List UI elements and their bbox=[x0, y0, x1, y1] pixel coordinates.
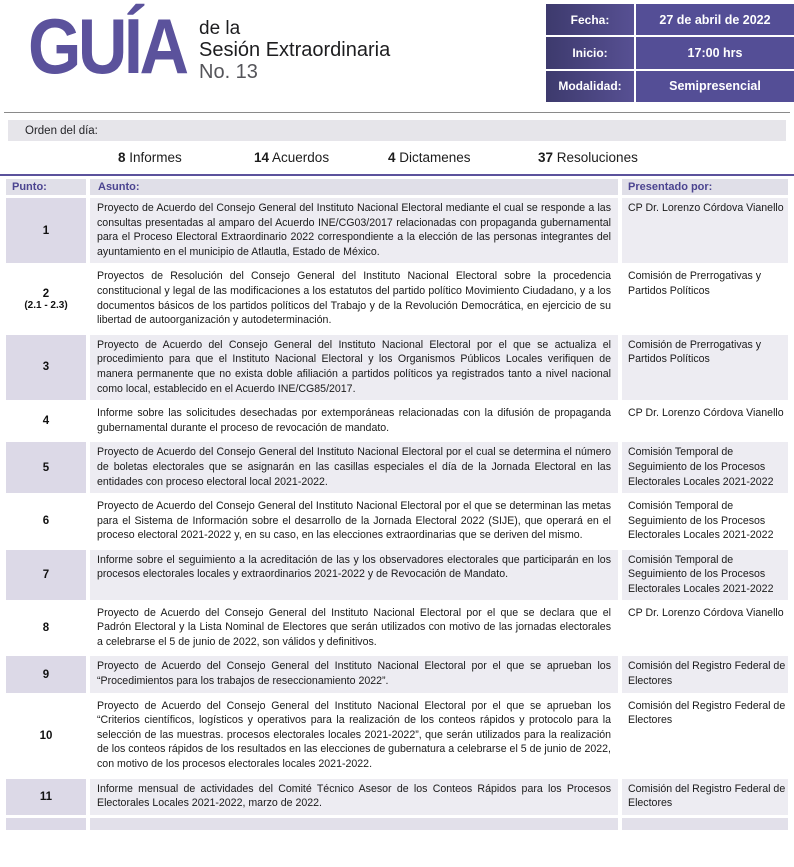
punto-cell bbox=[6, 403, 86, 439]
table-row-3 bbox=[6, 335, 788, 400]
punto-cell bbox=[6, 656, 86, 692]
table-row-7 bbox=[6, 550, 788, 600]
asunto-cell: Proyecto de Acuerdo del Consejo General del Instituto Nacional Electoral por el que se aprueban los “Procedimientos para los trabajos de reseccionamiento 2022”. bbox=[90, 656, 618, 692]
asunto-cell: Proyectos de Resolución del Consejo General del Instituto Nacional Electoral sobre la procedencia constitucional y legal de las modificaciones a los estatutos del partido político Movimiento Ciudadano, y a los documentos básicos de los partidos políticos del Trabajo y de la Revolución Democrática, en ejercicio de su libertad de autoorganización y autodeterminación. bbox=[90, 266, 618, 331]
modalidad-value: Semipresencial bbox=[636, 71, 794, 102]
punto-number: 7 bbox=[42, 568, 50, 581]
punto-number: 8 bbox=[42, 622, 50, 635]
inicio-value: 17:00 hrs bbox=[636, 37, 794, 68]
punto-number: 9 bbox=[42, 668, 50, 681]
stat-resoluciones-count: 37 bbox=[538, 150, 554, 165]
stat-resoluciones-label: Resoluciones bbox=[553, 150, 638, 165]
guia-logo bbox=[28, 2, 390, 90]
stats-row bbox=[0, 141, 794, 174]
header-divider bbox=[4, 112, 790, 113]
punto-cell bbox=[6, 442, 86, 493]
table-row-2 bbox=[6, 266, 788, 331]
presentado-cell: Comisión de Prerrogativas y Partidos Políticos bbox=[622, 266, 788, 331]
orden-del-dia-bar bbox=[8, 120, 786, 141]
inicio-label: Inicio: bbox=[546, 37, 634, 68]
logo-subtitle bbox=[199, 2, 390, 83]
asunto-cell bbox=[90, 818, 618, 830]
punto-cell bbox=[6, 266, 86, 331]
fecha-label: Fecha: bbox=[546, 4, 634, 35]
punto-cell bbox=[6, 696, 86, 776]
punto-number: 5 bbox=[42, 461, 50, 474]
stat-acuerdos bbox=[254, 150, 388, 165]
punto-cell bbox=[6, 496, 86, 547]
presentado-cell: Comisión del Registro Federal de Electores bbox=[622, 656, 788, 692]
punto-cell bbox=[6, 818, 86, 830]
table-row-6 bbox=[6, 496, 788, 547]
presentado-cell: CP Dr. Lorenzo Córdova Vianello bbox=[622, 403, 788, 439]
asunto-cell: Proyecto de Acuerdo del Consejo General del Instituto Nacional Electoral por el que se aprueban los “Criterios científicos, logísticos y operativos para la realización de los conteos rápidos y protocolo para la selección de las muestras. procesos electorales locales 2021-2022”, que serán utilizados para la realización de los conteos rápidos de los resultados en las elecciones de gubernatura a celebrarse el 5 de junio de 2022, con motivo de los procesos electorales locales 2021-2022. bbox=[90, 696, 618, 776]
fecha-value: 27 de abril de 2022 bbox=[636, 4, 794, 35]
table-row-partial bbox=[6, 818, 788, 830]
presentado-cell: Comisión Temporal de Seguimiento de los Procesos Electorales Locales 2021-2022 bbox=[622, 550, 788, 600]
agenda-table bbox=[2, 176, 792, 833]
presentado-cell: CP Dr. Lorenzo Córdova Vianello bbox=[622, 603, 788, 654]
punto-cell bbox=[6, 335, 86, 400]
presentado-cell: Comisión de Prerrogativas y Partidos Políticos bbox=[622, 335, 788, 400]
table-row-1 bbox=[6, 198, 788, 263]
modalidad-label: Modalidad: bbox=[546, 71, 634, 102]
stat-acuerdos-count: 14 bbox=[254, 150, 270, 165]
punto-cell bbox=[6, 198, 86, 263]
asunto-cell: Informe mensual de actividades del Comité Técnico Asesor de los Conteos Rápidos para los Procesos Electorales Locales 2021-2022, marzo de 2022. bbox=[90, 779, 618, 815]
stat-informes bbox=[118, 150, 254, 165]
stat-dictamenes-label: Dictamenes bbox=[395, 150, 471, 165]
orden-del-dia-label: Orden del día: bbox=[25, 124, 98, 137]
punto-number: 2 bbox=[42, 287, 50, 300]
asunto-cell: Proyecto de Acuerdo del Consejo General del Instituto Nacional Electoral mediante el cual se responde a las consultas presentadas al amparo del Acuerdo INE/CG03/2017 relacionadas con propaganda gubernamental para el Proceso Electoral Extraordinario 2022 correspondiente a la elección de las personas integrantes del ayuntamiento en el municipio de Atlautla, Estado de México. bbox=[90, 198, 618, 263]
table-header-row bbox=[6, 179, 788, 195]
stat-resoluciones bbox=[538, 150, 638, 165]
logo-subtitle-line3: No. 13 bbox=[199, 61, 258, 83]
table-row-10 bbox=[6, 696, 788, 776]
punto-subnumber: (2.1 - 2.3) bbox=[24, 299, 68, 311]
punto-number: 6 bbox=[42, 515, 50, 528]
presentado-cell: Comisión del Registro Federal de Electores bbox=[622, 779, 788, 815]
stat-informes-count: 8 bbox=[118, 150, 126, 165]
presentado-cell bbox=[622, 818, 788, 830]
table-row-5 bbox=[6, 442, 788, 493]
presentado-cell: CP Dr. Lorenzo Córdova Vianello bbox=[622, 198, 788, 263]
punto-number: 4 bbox=[42, 415, 50, 428]
punto-number: 11 bbox=[39, 790, 53, 803]
stat-informes-label: Informes bbox=[125, 150, 182, 165]
stat-acuerdos-label: Acuerdos bbox=[269, 150, 330, 165]
column-header-presentado: Presentado por: bbox=[622, 179, 788, 195]
stat-dictamenes-count: 4 bbox=[388, 150, 396, 165]
presentado-cell: Comisión Temporal de Seguimiento de los Procesos Electorales Locales 2021-2022 bbox=[622, 442, 788, 493]
table-row-9 bbox=[6, 656, 788, 692]
punto-number: 1 bbox=[42, 224, 50, 237]
presentado-cell: Comisión del Registro Federal de Electores bbox=[622, 696, 788, 776]
column-header-punto: Punto: bbox=[6, 179, 86, 195]
logo-title: GUÍA bbox=[28, 2, 186, 90]
table-row-8 bbox=[6, 603, 788, 654]
table-row-4 bbox=[6, 403, 788, 439]
presentado-cell: Comisión Temporal de Seguimiento de los Procesos Electorales Locales 2021-2022 bbox=[622, 496, 788, 547]
punto-number: 3 bbox=[42, 361, 50, 374]
session-info-box bbox=[546, 4, 794, 102]
table-row-11 bbox=[6, 779, 788, 815]
asunto-cell: Proyecto de Acuerdo del Consejo General del Instituto Nacional Electoral por el cual se determina el número de boletas electorales que se asignarán en las casillas especiales el día de la Jornada Electoral en las entidades con proceso electoral local 2021-2022. bbox=[90, 442, 618, 493]
asunto-cell: Proyecto de Acuerdo del Consejo General del Instituto Nacional Electoral por el que se determinan las metas para el Sistema de Información sobre el desarrollo de la Jornada Electoral 2022 (SIJE), que operará en el proceso electoral 2021-2022 y, en su caso, en las elecciones extraordinarias que se deriven del mismo. bbox=[90, 496, 618, 547]
logo-subtitle-line1: de la bbox=[199, 18, 241, 39]
logo-subtitle-line2: Sesión Extraordinaria bbox=[199, 39, 391, 61]
punto-cell bbox=[6, 550, 86, 600]
stat-dictamenes bbox=[388, 150, 538, 165]
punto-number: 10 bbox=[39, 729, 53, 742]
asunto-cell: Informe sobre el seguimiento a la acreditación de las y los observadores electorales que participarán en los procesos electorales locales y extraordinarios 2021-2022 y de Revocación de Mandato. bbox=[90, 550, 618, 600]
punto-cell bbox=[6, 779, 86, 815]
asunto-cell: Informe sobre las solicitudes desechadas por extemporáneas relacionadas con la difusión de propaganda gubernamental durante el proceso de revocación de mandato. bbox=[90, 403, 618, 439]
page-header bbox=[0, 0, 794, 112]
column-header-asunto: Asunto: bbox=[90, 179, 618, 195]
punto-cell bbox=[6, 603, 86, 654]
asunto-cell: Proyecto de Acuerdo del Consejo General del Instituto Nacional Electoral por el que se actualiza el procedimiento para que el Instituto Nacional Electoral y los Organismos Públicos Locales verifiquen de manera permanente que no exista doble afiliación a partidos políticos ya registrados tanto a nivel nacional como local, establecido en el Acuerdo INE/CG85/2017. bbox=[90, 335, 618, 400]
asunto-cell: Proyecto de Acuerdo del Consejo General del Instituto Nacional Electoral por el que se declara que el Padrón Electoral y la Lista Nominal de Electores que serán utilizados con motivo de las jornadas electorales a celebrarse el 5 de junio de 2022, son válidos y definitivos. bbox=[90, 603, 618, 654]
